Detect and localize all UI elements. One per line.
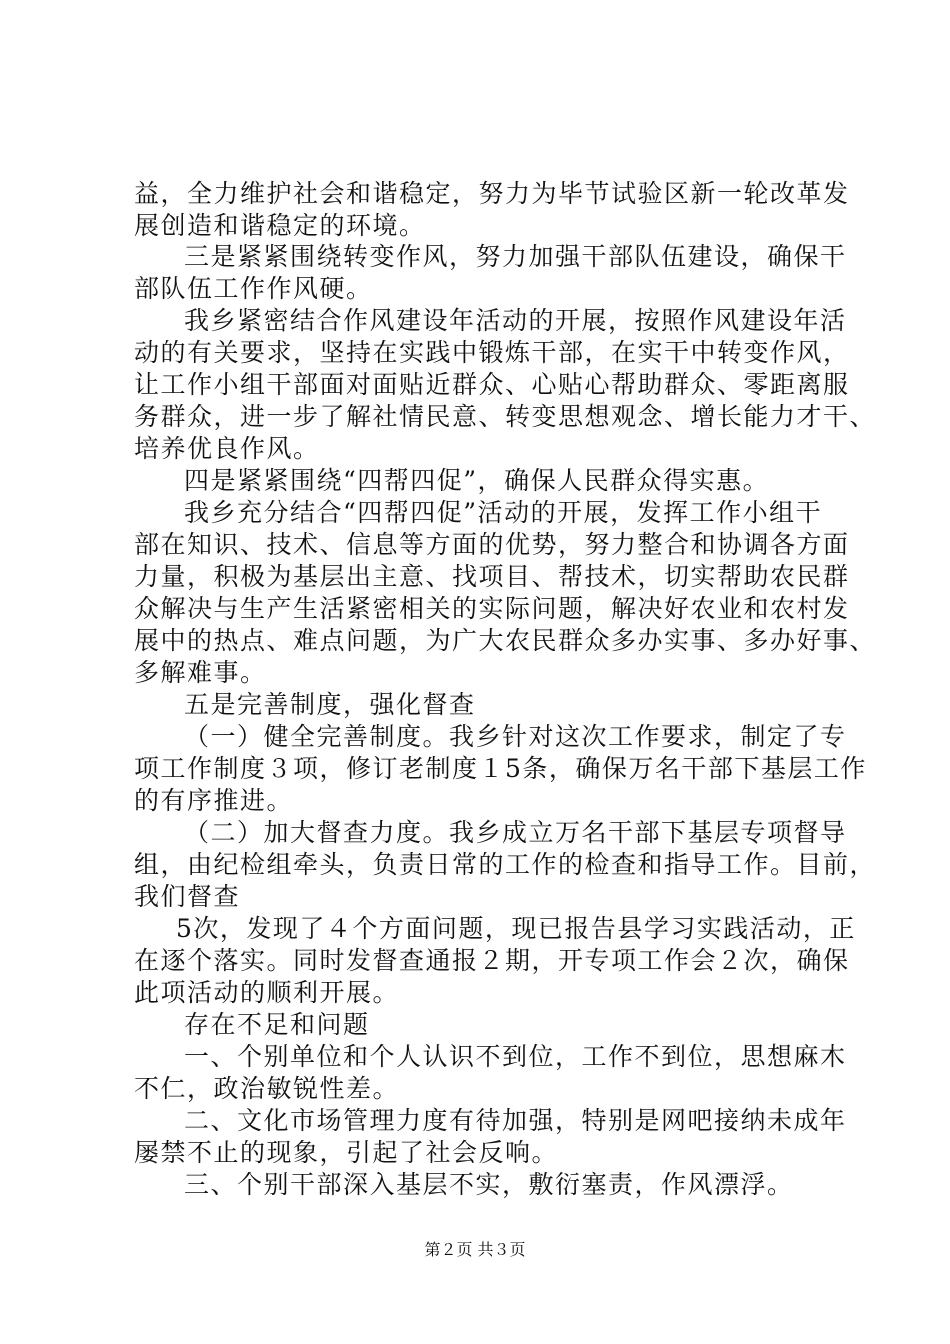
- text-line: 我乡紧密结合作风建设年活动的开展，按照作风建设年活: [184, 306, 847, 335]
- text-line: 众解决与生产生活紧密相关的实际问题，解决好农业和农村发: [134, 594, 850, 623]
- text-line: 四是紧紧围绕“四帮四促”，确保人民群众得实惠。: [184, 466, 770, 495]
- text-line: 让工作小组干部面对面贴近群众、心贴心帮助群众、零距离服: [134, 370, 850, 399]
- text-line: （二）加大督查力度。我乡成立万名干部下基层专项督导: [184, 818, 847, 847]
- text-line: 组，由纪检组牵头，负责日常的工作的检查和指导工作。目前，: [134, 850, 877, 879]
- text-line: 力量，积极为基层出主意、找项目、帮技术，切实帮助农民群: [134, 562, 850, 591]
- text-line: （一）健全完善制度。我乡针对这次工作要求，制定了专: [184, 722, 847, 751]
- text-line: 不仁，政治敏锐性差。: [134, 1074, 400, 1103]
- text-line: 我乡充分结合“四帮四促”活动的开展，发挥工作小组干: [184, 498, 823, 527]
- text-line: 项工作制度３项，修订老制度１5条，确保万名干部下基层工作: [134, 754, 867, 783]
- text-line: 一、个别单位和个人认识不到位，工作不到位，思想麻木: [184, 1042, 847, 1071]
- text-line: 三是紧紧围绕转变作风，努力加强干部队伍建设，确保干: [184, 242, 847, 271]
- text-line: 在逐个落实。同时发督查通报２期，开专项工作会２次，确保: [134, 946, 850, 975]
- text-line: 部在知识、技术、信息等方面的优势，努力整合和协调各方面: [134, 530, 850, 559]
- text-line: 部队伍工作作风硬。: [134, 274, 373, 303]
- text-line: 五是完善制度，强化督查: [184, 690, 476, 719]
- text-line: 培养优良作风。: [134, 434, 320, 463]
- text-line: 二、文化市场管理力度有待加强，特别是网吧接纳未成年: [184, 1106, 847, 1135]
- text-line: 此项活动的顺利开展。: [134, 978, 400, 1007]
- text-line: 存在不足和问题: [184, 1010, 370, 1039]
- page-footer: 第２页 共３页: [424, 1240, 526, 1259]
- text-line: 务群众，进一步了解社情民意、转变思想观念、增长能力才干、: [134, 402, 877, 431]
- text-line: 三、个别干部深入基层不实，敷衍塞责，作风漂浮。: [184, 1170, 794, 1199]
- text-line: 多解难事。: [134, 658, 267, 687]
- text-line: 的有序推进。: [134, 786, 294, 815]
- text-line: 展创造和谐稳定的环境。: [134, 211, 426, 240]
- text-line: 我们督查: [134, 882, 241, 911]
- text-line: 5次，发现了４个方面问题，现已报告县学习实践活动，正: [176, 914, 856, 943]
- text-line: 屡禁不止的现象，引起了社会反响。: [134, 1138, 559, 1167]
- text-line: 展中的热点、难点问题，为广大农民群众多办实事、多办好事、: [134, 626, 877, 655]
- text-line: 益，全力维护社会和谐稳定，努力为毕节试验区新一轮改革发: [134, 179, 850, 208]
- text-line: 动的有关要求，坚持在实践中锻炼干部，在实干中转变作风，: [134, 338, 850, 367]
